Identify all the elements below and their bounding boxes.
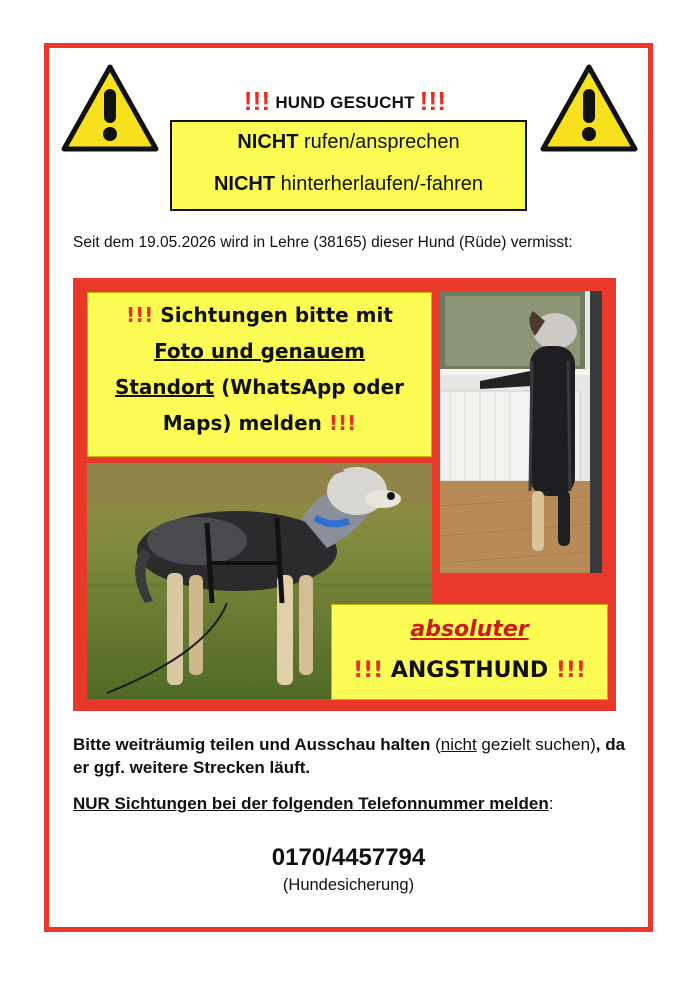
angsthund-box — [331, 604, 608, 700]
share-text: Bitte weiträumig teilen und Ausschau halten (nicht gezielt suchen), da er ggf. weitere Strecken läuft. — [73, 735, 626, 777]
phone-note: (Hundesicherung) — [282, 876, 415, 894]
poster-title — [170, 86, 520, 117]
sightings-box: !!! Sichtungen bitte mit Foto und genauem Standort (WhatsApp oder Maps) melden !!! — [87, 292, 432, 457]
dog-photo-indoor — [440, 291, 602, 573]
phone-number: 0170/4457794 — [271, 844, 426, 871]
warning-box — [170, 120, 527, 211]
warning-triangle-icon — [60, 63, 160, 155]
title-text: HUND GESUCHT — [275, 93, 415, 112]
exclaim-marks: !!! — [419, 86, 447, 116]
angst-line-2: !!! ANGSTHUND !!! — [353, 658, 586, 683]
warning-line-2: NICHT hinterherlaufen/-fahren — [213, 173, 484, 195]
intro-text: Seit dem 19.05.2026 wird in Lehre (38165) dieser Hund (Rüde) vermisst: — [73, 234, 573, 251]
warning-triangle-icon — [539, 63, 639, 155]
angst-line-1: absoluter — [410, 617, 529, 642]
exclaim-marks: !!! — [243, 86, 271, 116]
warning-line-1: NICHT rufen/ansprechen — [237, 131, 460, 153]
contact-label: NUR Sichtungen bei der folgenden Telefonnummer melden: — [73, 794, 554, 813]
